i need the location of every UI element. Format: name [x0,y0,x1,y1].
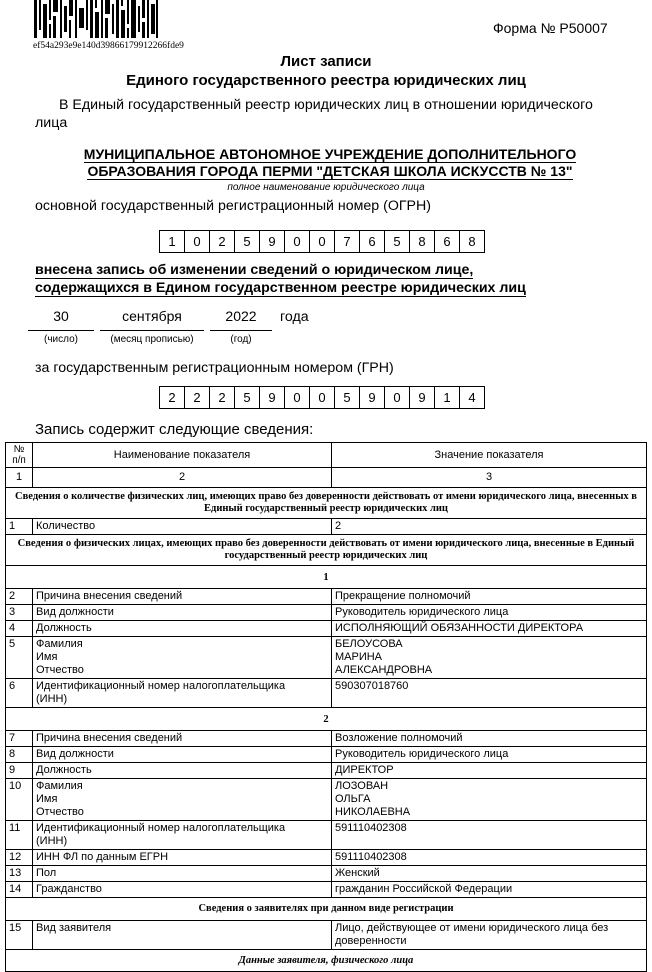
row-value [332,779,647,821]
value-line: доверенности [335,935,407,947]
row-name: Должность [33,621,332,637]
table-row [6,605,647,621]
row-value [332,921,647,950]
group-heading [6,708,647,731]
date-month-field [100,308,204,345]
ogrn-digit: 2 [210,230,235,253]
doc-subtitle: Единого государственного реестра юридических лиц [126,72,526,89]
row-number: 6 [6,679,33,708]
section-title: Сведения о количестве физических лиц, имеющих право без доверенности действовать от имени юридического лица, внесенных в Единый государственный реестр юридических лиц [6,488,647,519]
ogrn-digit: 8 [410,230,435,253]
row-number: 4 [6,621,33,637]
table-row [6,731,647,747]
row-value [332,637,647,679]
header-name: Наименование показателя [33,443,332,468]
row-name: Должность [33,763,332,779]
row-number: 10 [6,779,33,821]
header-index: 2 [33,468,332,488]
row-value: гражданин Российской Федерации [332,882,647,898]
row-name: Причина внесения сведений [33,731,332,747]
grn-digit: 0 [385,386,410,409]
date-month-caption: (месяц прописью) [110,334,194,345]
ogrn-digit: 6 [360,230,385,253]
date-year: 2022 [210,308,272,331]
section-title: Данные заявителя, физического лица [6,950,647,972]
row-name: ИНН ФЛ по данным ЕГРН [33,850,332,866]
grn-digit: 1 [435,386,460,409]
org-name-caption: полное наименование юридического лица [227,182,425,193]
label-surname: Фамилия [36,638,83,650]
group-number: 2 [6,708,647,731]
grn-digit: 9 [260,386,285,409]
table-row [6,519,647,535]
value-surname: БЕЛОУСОВА [335,638,403,650]
table-row [6,763,647,779]
group-number: 1 [6,566,647,589]
header-number: № п/п [6,443,33,468]
value-firstname: ОЛЬГА [335,793,371,805]
label-inn-abbr: (ИНН) [36,835,68,847]
ogrn-number [159,230,485,253]
barcode-image [34,0,158,38]
row-number: 12 [6,850,33,866]
row-name [33,679,332,708]
row-number: 14 [6,882,33,898]
grn-digit: 5 [235,386,260,409]
row-value: ДИРЕКТОР [332,763,647,779]
ogrn-digit: 0 [310,230,335,253]
section-heading [6,898,647,921]
label-inn: Идентификационный номер налогоплательщика [36,822,286,834]
table-row [6,821,647,850]
row-name: Пол [33,866,332,882]
section-heading [6,950,647,972]
table-row [6,747,647,763]
ogrn-digit: 0 [185,230,210,253]
document-hash: ef54a293e9e140d39866179912266fde9 [33,41,184,51]
ogrn-digit: 0 [285,230,310,253]
table-row [6,679,647,708]
date-day-caption: (число) [44,334,78,345]
section-heading [6,488,647,519]
section-title: Сведения о физических лицах, имеющих право без доверенности действовать от имени юридического лица, внесенные в Единый государственный реестр юридических лиц [6,535,647,566]
row-value: Женский [332,866,647,882]
doc-title: Лист записи [280,53,372,70]
grn-digit: 9 [360,386,385,409]
ogrn-digit: 1 [159,230,185,253]
grn-label: за государственным регистрационным номером (ГРН) [35,360,394,376]
record-statement [35,261,625,297]
ogrn-digit: 8 [460,230,485,253]
row-name: Вид должности [33,605,332,621]
row-value: 2 [332,519,647,535]
organization-name [40,146,620,180]
header-value: Значение показателя [332,443,647,468]
value-line: Лицо, действующее от имени юридического лица без [335,922,609,934]
row-name: Вид должности [33,747,332,763]
section-title: Сведения о заявителях при данном виде регистрации [6,898,647,921]
table-row [6,637,647,679]
ogrn-label: основной государственный регистрационный номер (ОГРН) [35,198,431,214]
grn-digit: 2 [185,386,210,409]
table-header-row [6,443,647,468]
grn-digit: 4 [460,386,485,409]
date-month: сентября [100,308,204,331]
ogrn-digit: 5 [235,230,260,253]
table-row [6,921,647,950]
grn-digit: 9 [410,386,435,409]
table-header-index-row [6,468,647,488]
record-line1: внесена запись об изменении сведений о юридическом лице, [35,262,474,278]
grn-digit: 2 [159,386,185,409]
ogrn-digit: 9 [260,230,285,253]
row-number: 2 [6,589,33,605]
value-patronymic: НИКОЛАЕВНА [335,806,411,818]
row-value: 591110402308 [332,821,647,850]
table-row [6,589,647,605]
date-year-field [210,308,272,345]
ogrn-digit: 7 [335,230,360,253]
row-value: ИСПОЛНЯЮЩИЙ ОБЯЗАННОСТИ ДИРЕКТОРА [332,621,647,637]
row-value: Прекращение полномочий [332,589,647,605]
record-details-table [5,442,647,972]
row-number: 13 [6,866,33,882]
form-number: Форма № Р50007 [493,20,608,36]
row-number: 7 [6,731,33,747]
label-inn: Идентификационный номер налогоплательщика [36,680,286,692]
label-patronymic: Отчество [36,806,84,818]
row-number: 8 [6,747,33,763]
date-day: 30 [28,308,94,331]
label-firstname: Имя [36,651,58,663]
row-value: Руководитель юридического лица [332,747,647,763]
table-row [6,882,647,898]
label-patronymic: Отчество [36,664,84,676]
date-year-caption: (год) [230,334,252,345]
record-line2: содержащихся в Едином государственном реестре юридических лиц [35,280,526,296]
row-number: 15 [6,921,33,950]
row-name: Гражданство [33,882,332,898]
grn-digit: 0 [285,386,310,409]
value-patronymic: АЛЕКСАНДРОВНА [335,664,433,676]
label-inn-abbr: (ИНН) [36,693,68,705]
row-name: Количество [33,519,332,535]
row-value: 590307018760 [332,679,647,708]
grn-digit: 0 [310,386,335,409]
row-number: 11 [6,821,33,850]
grn-digit: 5 [335,386,360,409]
org-name-line2: ОБРАЗОВАНИЯ ГОРОДА ПЕРМИ "ДЕТСКАЯ ШКОЛА ИСКУССТВ № 13" [87,163,573,179]
date-year-word: года [280,309,309,325]
table-row [6,621,647,637]
row-number: 5 [6,637,33,679]
row-number: 3 [6,605,33,621]
row-name: Вид заявителя [33,921,332,950]
table-row [6,866,647,882]
row-value: 591110402308 [332,850,647,866]
row-name [33,637,332,679]
table-row [6,850,647,866]
row-name [33,779,332,821]
group-heading [6,566,647,589]
grn-number [159,386,485,409]
header-index: 1 [6,468,33,488]
row-name: Причина внесения сведений [33,589,332,605]
section-heading [6,535,647,566]
table-caption: Запись содержит следующие сведения: [35,421,314,438]
table-row [6,779,647,821]
ogrn-digit: 6 [435,230,460,253]
row-value: Руководитель юридического лица [332,605,647,621]
ogrn-digit: 5 [385,230,410,253]
org-name-line1: МУНИЦИПАЛЬНОЕ АВТОНОМНОЕ УЧРЕЖДЕНИЕ ДОПОЛНИТЕЛЬНОГО [83,146,577,162]
date-day-field [28,308,94,345]
row-value: Возложение полномочий [332,731,647,747]
value-surname: ЛОЗОВАН [335,780,389,792]
label-surname: Фамилия [36,780,83,792]
grn-digit: 2 [210,386,235,409]
row-number: 9 [6,763,33,779]
row-name [33,821,332,850]
header-index: 3 [332,468,647,488]
value-firstname: МАРИНА [335,651,383,663]
intro-text: В Единый государственный реестр юридических лиц в отношении юридического лица [35,97,593,131]
row-number: 1 [6,519,33,535]
label-firstname: Имя [36,793,58,805]
